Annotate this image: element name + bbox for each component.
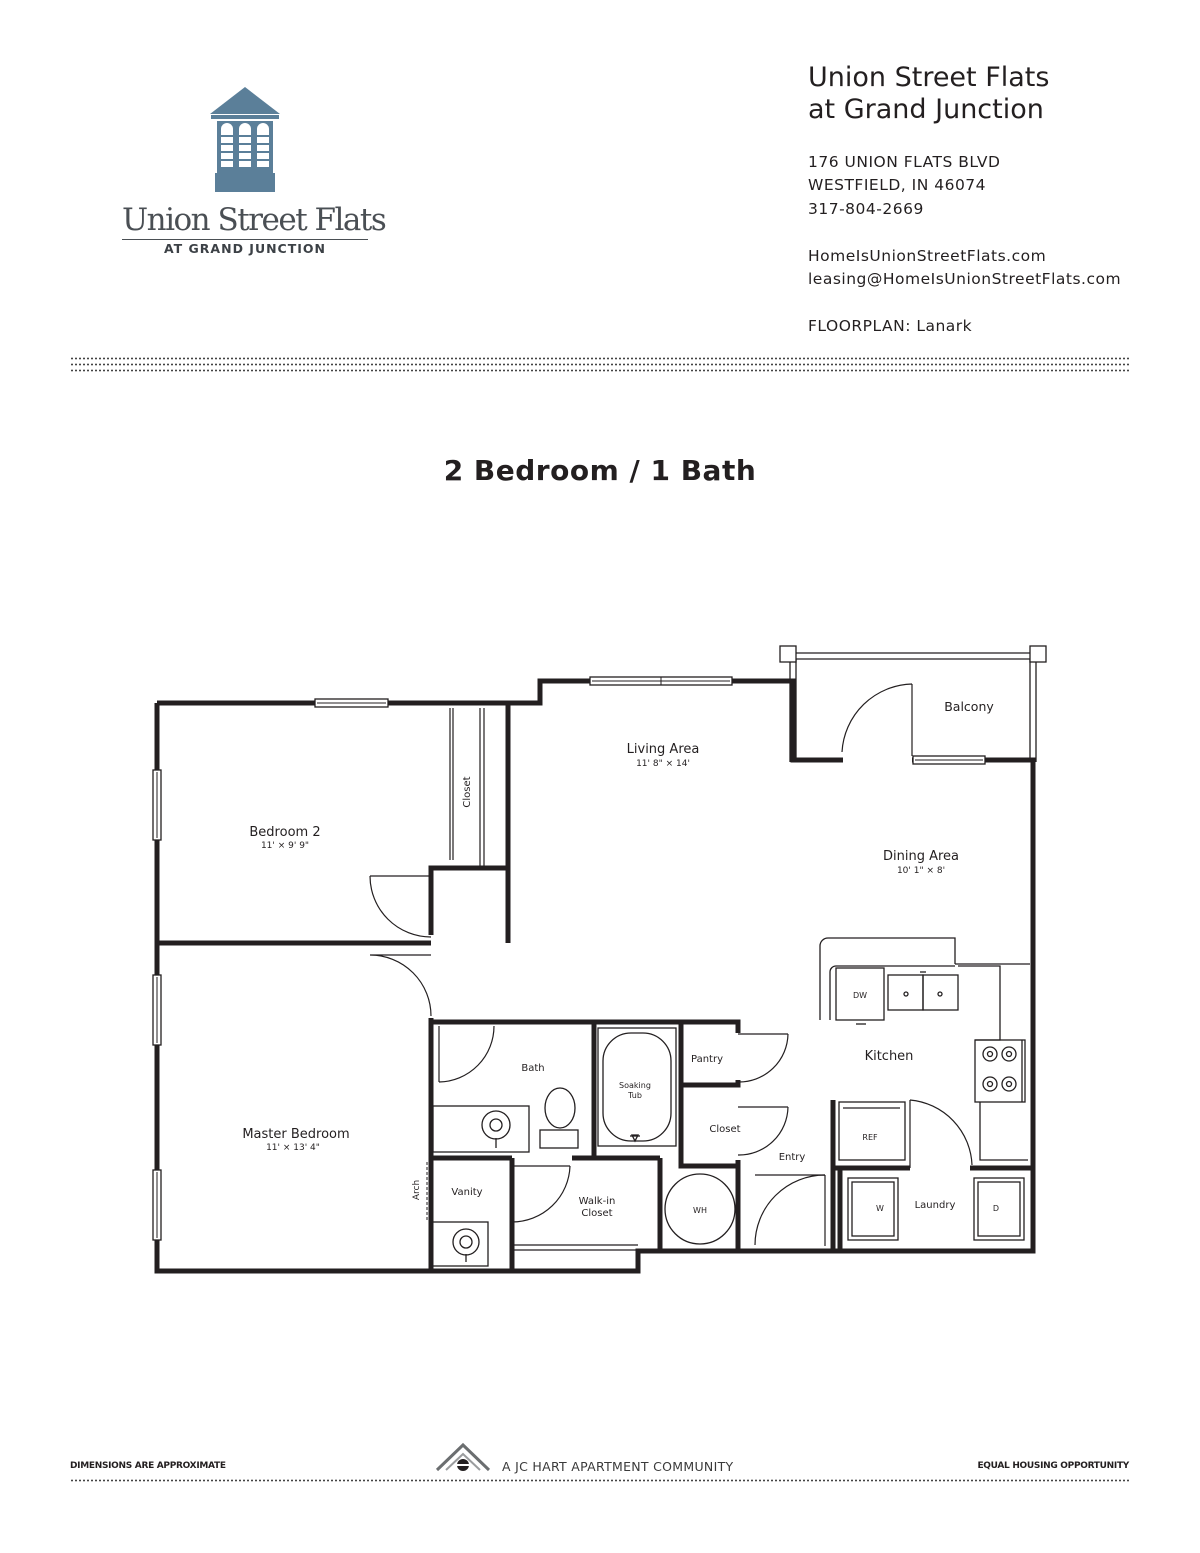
label-walkin: Walk-in	[578, 1196, 616, 1207]
label-refrigerator: REF	[862, 1133, 878, 1142]
room-dims-dining: 10' 1" × 8'	[896, 866, 946, 876]
footer-equal-housing: EQUAL HOUSING OPPORTUNITY	[977, 1461, 1129, 1471]
room-dims-master: 11' × 13' 4"	[266, 1143, 320, 1153]
footer-disclaimer: DIMENSIONS ARE APPROXIMATE	[70, 1461, 226, 1471]
address-line2: WESTFIELD, IN 46074	[808, 176, 987, 194]
label-laundry: Laundry	[914, 1200, 956, 1211]
label-entry: Entry	[778, 1152, 806, 1163]
label-walkin-closet: Closet	[581, 1208, 613, 1219]
label-vanity: Vanity	[451, 1187, 483, 1198]
label-arch: Arch	[412, 1179, 422, 1201]
label-closet-bedroom2: Closet	[462, 776, 473, 808]
room-name-dining: Dining Area	[882, 849, 960, 864]
floorplan-name: FLOORPLAN: Lanark	[808, 317, 973, 335]
logo-rule	[122, 239, 368, 240]
room-dims-bedroom2: 11' × 9' 9"	[260, 841, 310, 851]
logo-tagline: AT GRAND JUNCTION	[163, 241, 327, 256]
room-name-master: Master Bedroom	[242, 1127, 350, 1142]
address-line1: 176 UNION FLATS BLVD	[808, 153, 1001, 171]
label-bath: Bath	[521, 1063, 545, 1074]
label-tub: Tub	[628, 1091, 642, 1100]
label-washer: W	[876, 1204, 884, 1213]
jc-hart-house-icon	[434, 1440, 492, 1474]
label-soaking: Soaking	[619, 1081, 651, 1090]
footer-divider-dots	[70, 1479, 1130, 1482]
room-name-bedroom2: Bedroom 2	[249, 825, 321, 840]
divider-dots	[70, 357, 1130, 360]
property-title-line1: Union Street Flats	[808, 62, 1050, 93]
label-water-heater: WH	[693, 1206, 707, 1215]
room-dims-living: 11' 8" × 14'	[636, 759, 690, 769]
website-link[interactable]: HomeIsUnionStreetFlats.com	[808, 247, 1047, 265]
divider-dots	[70, 369, 1130, 372]
divider-dots	[70, 363, 1130, 366]
room-name-living: Living Area	[626, 742, 700, 757]
phone-number[interactable]: 317-804-2669	[808, 200, 924, 218]
property-title-line2: at Grand Junction	[808, 94, 1044, 125]
label-balcony: Balcony	[944, 699, 994, 714]
unit-type-headline: 2 Bedroom / 1 Bath	[443, 454, 757, 487]
label-closet-entry: Closet	[709, 1124, 741, 1135]
label-kitchen: Kitchen	[864, 1049, 914, 1064]
label-pantry: Pantry	[691, 1054, 723, 1065]
footer-community: A JC HART APARTMENT COMMUNITY	[502, 1459, 734, 1474]
label-dryer: D	[992, 1204, 1000, 1213]
floor-plan	[0, 600, 1200, 1320]
label-dishwasher: DW	[852, 991, 868, 1000]
email-link[interactable]: leasing@HomeIsUnionStreetFlats.com	[808, 270, 1122, 288]
logo-wordmark: Union Street Flats	[122, 202, 386, 238]
